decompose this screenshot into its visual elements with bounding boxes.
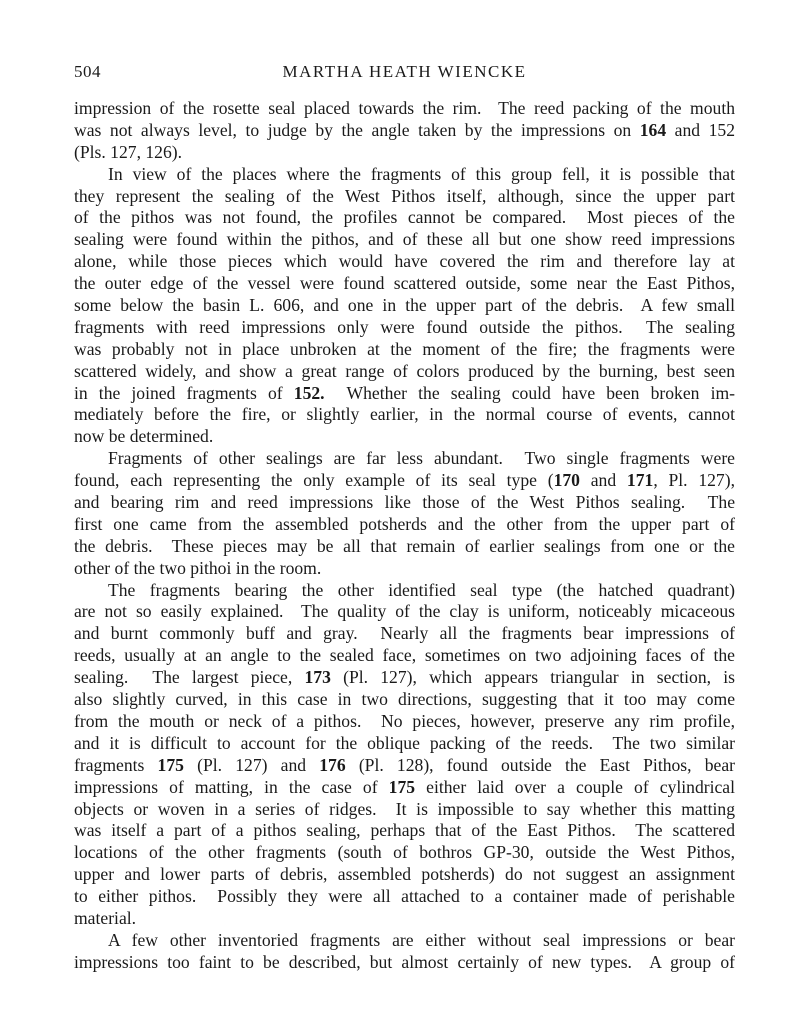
text-segment: alone, while those pieces which would have covered the rim and therefore lay at xyxy=(74,251,735,272)
object-number: 175 xyxy=(388,776,416,797)
text-line xyxy=(74,930,735,952)
text-segment: (Pl. 128), found outside the East Pithos, bear xyxy=(345,754,736,775)
text-segment: and xyxy=(666,119,709,140)
text-segment: objects or woven in a series of ridges. It is impossible to say whether this matting xyxy=(74,798,735,819)
text-segment: are not so easily explained. The quality of the clay is uniform, noticeably micaceous xyxy=(74,601,735,622)
text-line xyxy=(74,98,735,120)
text-line xyxy=(74,580,735,602)
text-segment: also slightly curved, in this case in two directions, suggesting that it too may come xyxy=(74,689,735,710)
paragraph xyxy=(74,580,735,930)
text-line xyxy=(74,448,735,470)
text-segment: Fragments of other sealings are far less abundant. Two single fragments were xyxy=(108,448,735,469)
text-segment: was not always level, to judge by the angle taken by the impressions on xyxy=(74,119,640,140)
text-line xyxy=(74,120,735,142)
text-segment: 152 xyxy=(708,119,735,140)
text-segment: sealing. The largest piece, xyxy=(74,667,305,688)
text-segment: A few other inventoried fragments are either without seal impressions or bear xyxy=(108,929,735,950)
text-segment: locations of the other fragments (south of bothros GP-30, outside the West Pithos, xyxy=(74,842,735,863)
text-line xyxy=(74,886,735,908)
text-segment: scattered widely, and show a great range of colors produced by the burning, best seen xyxy=(74,360,735,381)
text-line xyxy=(74,470,735,492)
text-line xyxy=(74,295,735,317)
text-line xyxy=(74,251,735,273)
text-line xyxy=(74,623,735,645)
object-number: 164 xyxy=(639,119,667,140)
text-segment: and burnt commonly buff and gray. Nearly all the fragments bear impressions of xyxy=(74,623,735,644)
text-segment: and bearing rim and reed impressions like those of the West Pithos sealing. The xyxy=(74,492,735,513)
text-segment: other of the two pithoi in the room. xyxy=(74,557,322,578)
text-segment: they represent the sealing of the West Pithos itself, although, since the upper part xyxy=(74,185,735,206)
text-segment: impressions too faint to be described, but almost certainly of new types. A group of xyxy=(74,951,735,972)
text-line xyxy=(74,842,735,864)
page-number: 504 xyxy=(74,62,101,81)
text-line xyxy=(74,864,735,886)
text-line xyxy=(74,404,735,426)
text-segment: in the joined fragments of xyxy=(74,382,294,403)
text-line xyxy=(74,514,735,536)
text-segment: , Pl. 127), xyxy=(653,470,735,491)
paragraph xyxy=(74,164,735,449)
text-segment: some below the basin L. 606, and one in the upper part of the debris. A few small xyxy=(74,295,735,316)
text-segment: first one came from the assembled potsherds and the other from the upper part of xyxy=(74,513,735,534)
text-line xyxy=(74,273,735,295)
text-line xyxy=(74,383,735,405)
text-line xyxy=(74,711,735,733)
text-line xyxy=(74,339,735,361)
text-segment: mediately before the fire, or slightly earlier, in the normal course of events, cannot xyxy=(74,404,735,425)
text-line xyxy=(74,799,735,821)
text-line xyxy=(74,777,735,799)
object-number: 173 xyxy=(304,667,331,688)
text-segment: from the mouth or neck of a pithos. No pieces, however, preserve any rim profile, xyxy=(74,710,735,731)
text-segment: the debris. These pieces may be all that remain of earlier sealings from one or the xyxy=(74,535,735,556)
paragraph xyxy=(74,98,735,164)
object-number: 176 xyxy=(319,754,346,775)
text-segment: was itself a part of a pithos sealing, perhaps that of the East Pithos. The scattered xyxy=(74,820,735,841)
text-line xyxy=(74,164,735,186)
text-line xyxy=(74,492,735,514)
text-segment: material. xyxy=(74,907,137,928)
text-line xyxy=(74,908,735,930)
text-segment: either laid over a couple of cylindrical xyxy=(415,776,736,797)
text-line xyxy=(74,361,735,383)
text-segment: sealing were found within the pithos, and of these all but one show reed impressions xyxy=(74,229,735,250)
text-line xyxy=(74,601,735,623)
text-segment: reeds, usually at an angle to the sealed face, sometimes on two adjoining faces of the xyxy=(74,645,735,666)
text-segment: impression of the rosette seal placed towards the rim. The reed packing of the mouth xyxy=(74,98,735,118)
text-line xyxy=(74,536,735,558)
text-segment: (Pls. 127, 126). xyxy=(74,141,183,162)
text-line xyxy=(74,426,735,448)
text-segment: now be determined. xyxy=(74,426,214,447)
text-segment: The fragments bearing the other identified seal type (the hatched quadrant) xyxy=(108,579,735,600)
text-line xyxy=(74,229,735,251)
object-number: 152. xyxy=(293,382,325,403)
text-segment: fragments xyxy=(74,754,158,775)
text-segment: upper and lower parts of debris, assembled potsherds) do not suggest an assignment xyxy=(74,864,735,885)
text-segment: the outer edge of the vessel were found scattered outside, some near the East Pithos, xyxy=(74,273,735,294)
text-line xyxy=(74,733,735,755)
text-segment: to either pithos. Possibly they were all attached to a container made of perishable xyxy=(74,886,735,907)
text-segment: (Pl. 127) and xyxy=(183,754,320,775)
text-segment: and it is difficult to account for the oblique packing of the reeds. The two similar xyxy=(74,732,735,753)
object-number: 175 xyxy=(157,754,184,775)
text-line xyxy=(74,755,735,777)
text-line xyxy=(74,317,735,339)
text-line xyxy=(74,558,735,580)
text-line xyxy=(74,667,735,689)
body-text xyxy=(74,98,735,974)
text-line xyxy=(74,689,735,711)
text-line xyxy=(74,820,735,842)
text-line xyxy=(74,952,735,974)
object-number: 171 xyxy=(626,470,654,491)
running-title: MARTHA HEATH WIENCKE xyxy=(282,62,527,81)
text-segment: and xyxy=(579,470,627,491)
text-line xyxy=(74,645,735,667)
paragraph xyxy=(74,930,735,974)
running-head xyxy=(74,62,735,86)
text-segment: fragments with reed impressions only were found outside the pithos. The sealing xyxy=(74,316,735,337)
paragraph xyxy=(74,448,735,579)
text-segment: Whether the sealing could have been broken im- xyxy=(324,382,736,403)
object-number: 170 xyxy=(553,470,580,491)
text-line xyxy=(74,142,735,164)
text-line xyxy=(74,207,735,229)
text-segment: was probably not in place unbroken at the moment of the fire; the fragments were xyxy=(74,338,735,359)
text-segment: (Pl. 127), which appears triangular in section, is xyxy=(330,667,735,688)
text-segment: found, each representing the only example of its seal type ( xyxy=(74,470,554,491)
text-segment: of the pithos was not found, the profiles cannot be compared. Most pieces of the xyxy=(74,207,735,228)
text-segment: impressions of matting, in the case of xyxy=(74,776,389,797)
text-line xyxy=(74,186,735,208)
text-segment: In view of the places where the fragments of this group fell, it is possible that xyxy=(108,163,735,184)
